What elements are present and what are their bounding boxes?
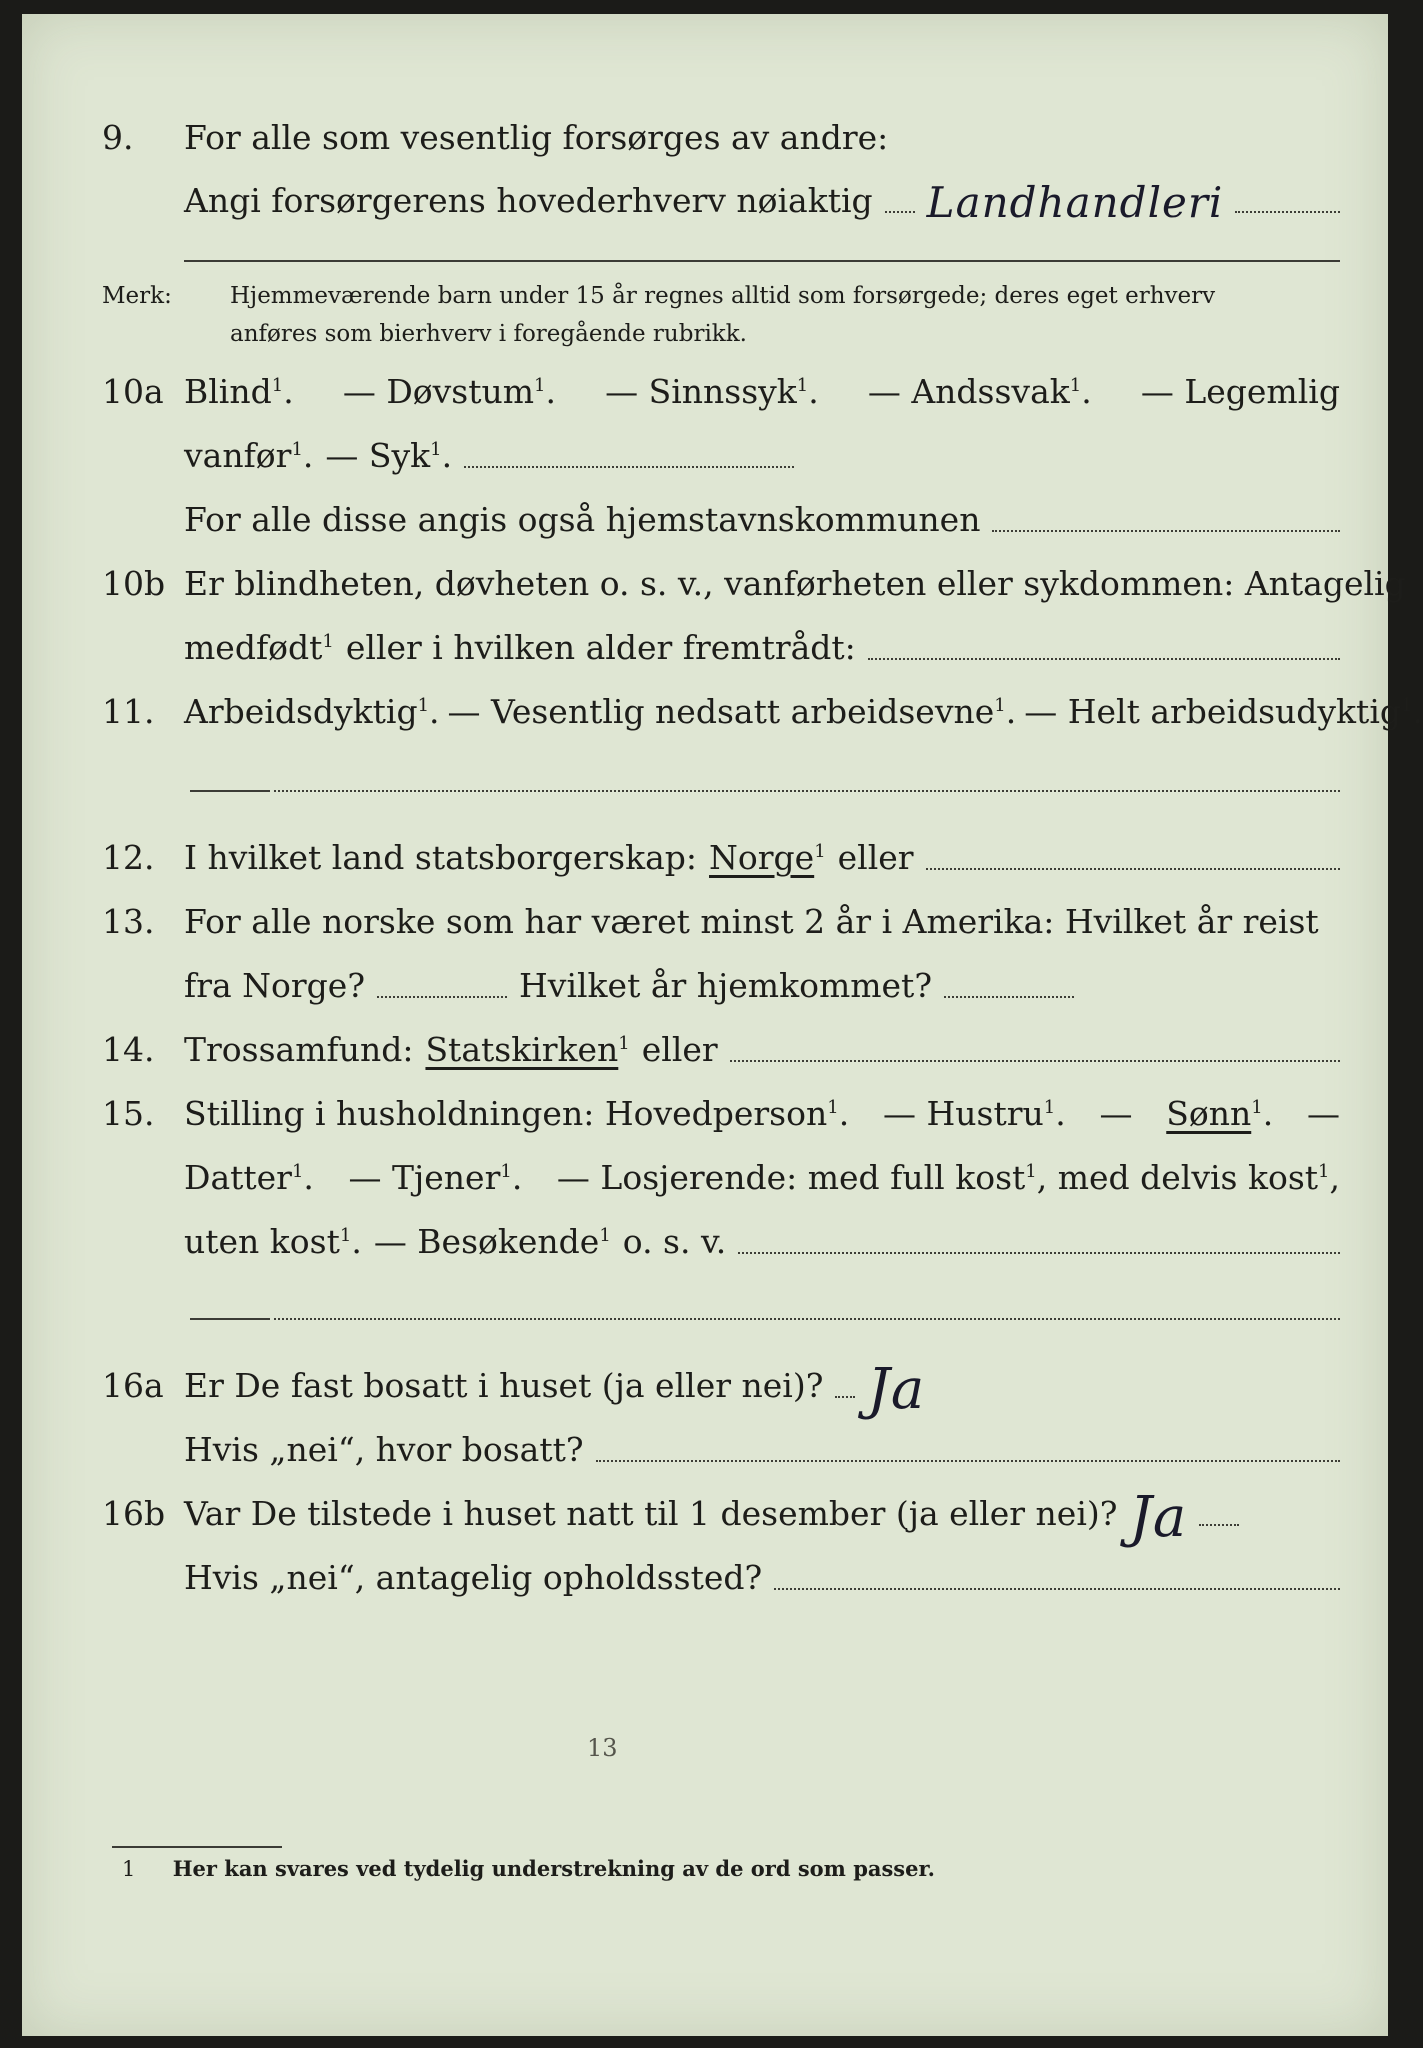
q11-b: — Vesentlig nedsatt arbeidsevne (447, 692, 995, 731)
faint-stamp-number: 13 (587, 1734, 618, 1762)
q15-number: 15. (102, 1094, 155, 1133)
q10b-text1: Er blindheten, døvheten o. s. v., vanførheten eller sykdommen: Antagelig (184, 564, 1406, 603)
q9-line2 (22, 169, 1388, 229)
q10a-andssvak: — Andssvak (867, 372, 1070, 411)
q15-delvis-kost: , med delvis kost (1036, 1158, 1319, 1197)
q16a-line2 (22, 1418, 1388, 1478)
q15-line3: uten kost$^1$. — Besøkende$^1$ o. s. v. (22, 1210, 1388, 1270)
q15-datter: Datter (184, 1158, 292, 1197)
q16b-answer-handwritten: Ja (1129, 1485, 1188, 1550)
q16a-answer-handwritten: Ja (867, 1357, 926, 1422)
q14-text: Trossamfund: (184, 1030, 414, 1069)
q13-reist: fra Norge? (184, 966, 366, 1005)
q13-text1: For alle norske som har været minst 2 år i Amerika: Hvilket år reist (184, 902, 1319, 941)
q10a-line3 (22, 488, 1388, 548)
q11-line: 11. Arbeidsdyktig$^1$. — Vesentlig nedsatt arbeidsevne$^1$. — Helt arbeidsudyktig$^1$. (102, 692, 1423, 731)
q13-number: 13. (102, 902, 155, 941)
q11-number: 11. (102, 692, 155, 731)
q12-text: I hvilket land statsborgerskap: (184, 838, 698, 877)
footnote-marker: 1 (122, 1857, 136, 1881)
census-form-page (22, 14, 1423, 2036)
q16a-text2: Hvis „nei“, hvor bosatt? (184, 1430, 584, 1469)
q14-suffix: eller (641, 1030, 718, 1069)
q16a-number: 16a (102, 1366, 164, 1405)
footnote-rule (112, 1846, 282, 1848)
q9-line1 (22, 106, 1388, 166)
q14-option-statskirken: Statskirken (425, 1030, 619, 1069)
q10a-vanfor: vanfør (184, 436, 292, 475)
merk-label: Merk: (102, 283, 172, 309)
q15-line2: Datter$^1$. — Tjener$^1$. — Losjerende: med full kost$^1$, med delvis kost$^1$, (184, 1158, 1340, 1197)
q10b-alder: eller i hvilken alder fremtrådt: (345, 628, 856, 667)
q12-option-norge: Norge (709, 838, 815, 877)
q12-number: 12. (102, 838, 155, 877)
q16b-line1 (22, 1482, 1388, 1550)
separator-2b (274, 790, 1340, 793)
q15-dash2: — (1306, 1094, 1340, 1133)
q13-line2 (22, 954, 1388, 1014)
q16a-text1: Er De fast bosatt i huset (ja eller nei)? (184, 1366, 824, 1405)
q10a-legemlig: — Legemlig (1140, 372, 1340, 411)
q15-uten-kost: uten kost (184, 1222, 340, 1261)
q10a-number: 10a (102, 372, 164, 411)
separator-3a (190, 1318, 270, 1320)
q10b-number: 10b (102, 564, 166, 603)
separator-3b (274, 1318, 1340, 1321)
q15-sonn: Sønn (1166, 1094, 1252, 1133)
q16b-line2 (22, 1546, 1388, 1606)
q10a-blind: Blind (184, 372, 272, 411)
q13-line1 (22, 890, 1388, 950)
q10a-line2: vanfør$^1$. — Syk$^1$. (22, 424, 1388, 484)
q9-text2: Angi forsørgerens hovederhverv nøiaktig (184, 181, 873, 220)
q12-suffix: eller (837, 838, 914, 877)
q10a-syk: — Syk (325, 436, 431, 475)
footnote (122, 1856, 935, 1881)
q11-a: Arbeidsdyktig (184, 692, 418, 731)
q15-osv: o. s. v. (622, 1222, 727, 1261)
q16b-number: 16b (102, 1494, 166, 1533)
q15-line1: 15. Stilling i husholdningen: Hovedperson$^1$. — Hustru$^1$. — Sønn$^1$. — (102, 1094, 1340, 1133)
q15-besokende: — Besøkende (373, 1222, 600, 1261)
q9-text1: For alle som vesentlig forsørges av andre: (184, 118, 889, 157)
q11-c: — Helt arbeidsudyktig (1024, 692, 1401, 731)
q16b-text1: Var De tilstede i huset natt til 1 desember (ja eller nei)? (184, 1494, 1118, 1533)
q16a-line1 (22, 1354, 1388, 1422)
q16b-text2: Hvis „nei“, antagelig opholdssted? (184, 1558, 763, 1597)
q9-answer-handwritten: Landhandleri (926, 178, 1224, 227)
footnote-text: Her kan svares ved tydelig understrekning av de ord som passer. (172, 1856, 935, 1881)
q10a-dovstum: — Døvstum (342, 372, 535, 411)
merk-line1: Hjemmeværende barn under 15 år regnes alltid som forsørgede; deres eget erhverv (230, 283, 1216, 309)
q14-number: 14. (102, 1030, 155, 1069)
merk-line2: anføres som bierhverv i foregående rubrikk. (230, 321, 747, 347)
q15-full-kost: — Losjerende: med full kost (556, 1158, 1026, 1197)
q10b-line2: medfødt$^1$ eller i hvilken alder fremtrådt: (22, 616, 1388, 676)
q13-hjemkommet: Hvilket år hjemkommet? (519, 966, 933, 1005)
separator-2a (190, 790, 270, 792)
q15-hustru: — Hustru (882, 1094, 1044, 1133)
q10a-hjemstavn: For alle disse angis også hjemstavnskommunen (184, 500, 981, 539)
q12-line: 12. I hvilket land statsborgerskap: Norge$^1$ eller (22, 826, 1388, 886)
q10a-line1: 10a Blind$^1$. — Døvstum$^1$. — Sinnssyk$^1$. — Andssvak$^1$. — Legemlig (102, 372, 1340, 411)
q15-hovedperson: Stilling i husholdningen: Hovedperson (184, 1094, 828, 1133)
q9-number: 9. (102, 118, 134, 157)
q15-dash: — (1099, 1094, 1133, 1133)
q10b-line1 (22, 552, 1406, 612)
q10a-sinnssyk: — Sinnssyk (605, 372, 797, 411)
q10b-medfodt: medfødt (184, 628, 323, 667)
q14-line: 14. Trossamfund: Statskirken$^1$ eller (22, 1018, 1388, 1078)
q15-tjener: — Tjener (348, 1158, 501, 1197)
separator-1 (184, 260, 1340, 262)
